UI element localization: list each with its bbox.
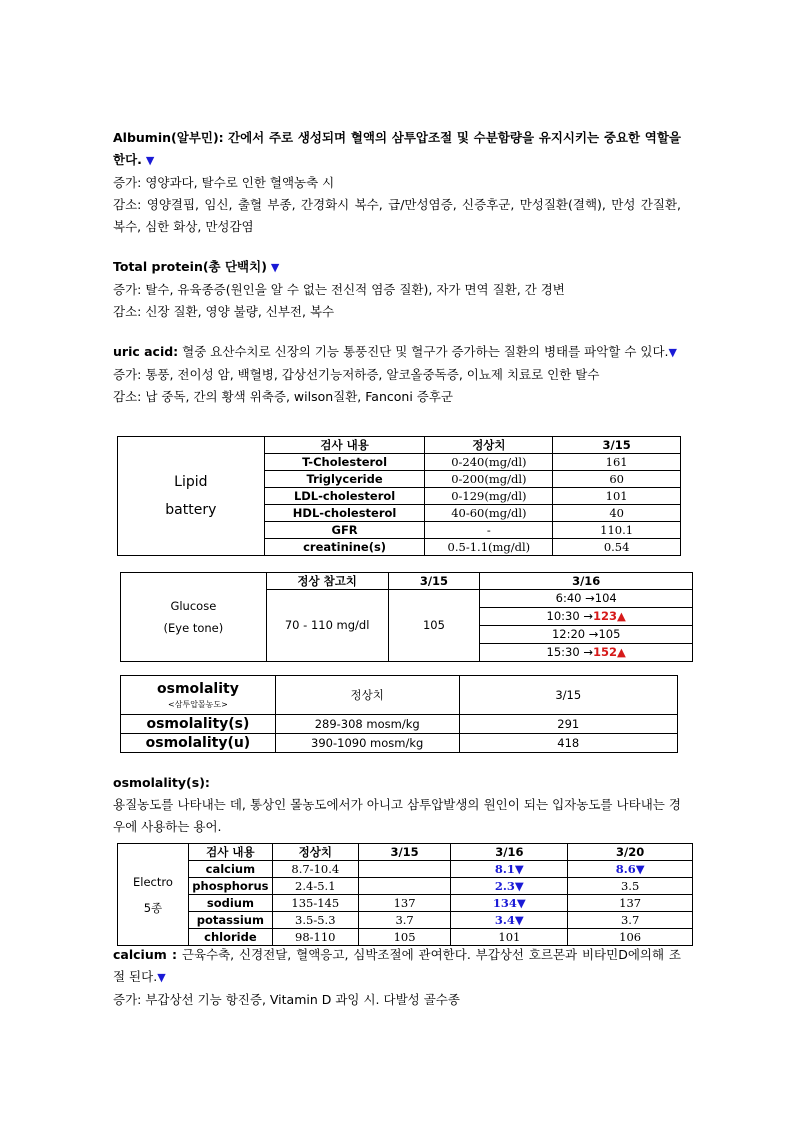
glucose-header: 3/15 [388,573,480,590]
table-row: T-Cholesterol 0-240(mg/dl) 161 [118,454,681,471]
osmo-table [120,675,678,753]
glucose-normal: 70 - 110 mg/dl [266,590,388,662]
down-triangle-icon: ▼ [270,261,280,274]
osmo-label: osmolality <삼투압몰농도> [121,676,276,715]
osmo-header: 정상치 [275,676,459,715]
electro-header: 3/16 [451,844,568,861]
uric-section [113,341,681,408]
electro-header: 검사 내용 [188,844,272,861]
osmo-header: 3/15 [459,676,678,715]
electro-label: Electro 5종 [118,844,189,946]
glucose-315: 105 [388,590,480,662]
electro-header: 3/15 [358,844,451,861]
uric-increase: 증가: 통풍, 전이성 암, 백혈병, 갑상선기능저하증, 알코올중독증, 이뇨제 치료로 인한 탈수 [113,367,600,382]
table-row: HDL-cholesterol 40-60(mg/dl) 40 [118,505,681,522]
up-triangle-icon: ▲ [616,609,626,623]
table-row: GFR - 110.1 [118,522,681,539]
electro-header: 3/20 [568,844,693,861]
glucose-label: Glucose (Eye tone) [121,573,267,662]
albumin-increase: 증가: 영양과다, 탈수로 인한 혈액농축 시 [113,175,335,190]
table-row: sodium 135-145 137 134▼ 137 [118,895,693,912]
glucose-header: 3/16 [480,573,693,590]
calcium-increase: 증가: 부갑상선 기능 항진증, Vitamin D 과잉 시. 다발성 골수종 [113,992,460,1007]
down-triangle-icon: ▼ [668,346,677,359]
albumin-decrease: 감소: 영양결핍, 임신, 출혈 부종, 간경화시 복수, 급/만성염증, 신증후군, 만성질환(결핵), 만성 간질환, 복수, 심한 화상, 만성감염 [113,197,681,234]
protein-section [113,256,681,323]
uric-decrease: 감소: 납 중독, 간의 황색 위축증, wilson질환, Fanconi 증후군 [113,389,453,404]
lipid-table [117,436,681,556]
lipid-label: Lipid battery [118,437,265,556]
protein-title: Total protein(총 단백치) [113,259,267,274]
calcium-section [113,944,681,1011]
uric-desc: uric acid: 혈중 요산수치로 신장의 기능 통풍진단 및 혈구가 증가하는 질환의 병태를 파악할 수 있다.▼ [113,344,677,359]
glucose-header: 정상 참고치 [266,573,388,590]
table-row: LDL-cholesterol 0-129(mg/dl) 101 [118,488,681,505]
calcium-desc: calcium : 근육수축, 신경전달, 혈액응고, 심박조절에 관여한다. 부갑상선 호르몬과 비타민D에의해 조절 된다.▼ [113,947,681,984]
osmo-def-section [113,772,681,838]
table-row: osmolality(u) 390-1090 mosm/kg 418 [121,734,678,753]
osmo-def-text: 용질농도를 나타내는 데, 통상인 몰농도에서가 아니고 삼투압발생의 원인이 되는 입자농도를 나타내는 경우에 사용하는 용어. [113,797,681,834]
down-triangle-icon: ▼ [145,154,155,167]
protein-decrease: 감소: 신장 질환, 영양 불량, 신부전, 복수 [113,304,335,319]
up-triangle-icon: ▲ [616,645,626,659]
table-row: calcium 8.7-10.4 8.1▼ 8.6▼ [118,861,693,878]
glucose-reading: 12:20 →105 [480,626,693,644]
glucose-reading: 6:40 →104 [480,590,693,608]
electro-header: 정상치 [272,844,358,861]
table-row: osmolality(s) 289-308 mosm/kg 291 [121,715,678,734]
table-row: chloride 98-110 105 101 106 [118,929,693,946]
table-row: Triglyceride 0-200(mg/dl) 60 [118,471,681,488]
calcium-title: calcium : [113,947,177,962]
glucose-reading: 15:30 →152▲ [480,644,693,662]
electro-table [117,843,693,946]
albumin-title: Albumin(알부민): [113,130,224,145]
down-triangle-icon: ▼ [157,971,166,984]
osmo-def-title: osmolality(s): [113,775,210,790]
glucose-table [120,572,693,662]
table-row: phosphorus 2.4-5.1 2.3▼ 3.5 [118,878,693,895]
table-row: potassium 3.5-5.3 3.7 3.4▼ 3.7 [118,912,693,929]
table-row: creatinine(s) 0.5-1.1(mg/dl) 0.54 [118,539,681,556]
albumin-section [113,127,681,238]
uric-title: uric acid: [113,344,179,359]
lipid-header: 정상치 [425,437,553,454]
lipid-header: 3/15 [553,437,681,454]
lipid-header: 검사 내용 [264,437,425,454]
glucose-reading: 10:30 →123▲ [480,608,693,626]
protein-increase: 증가: 탈수, 유육종증(원인을 알 수 없는 전신적 염증 질환), 자가 면역 질환, 간 경변 [113,282,565,297]
albumin-desc: Albumin(알부민): 간에서 주로 생성되며 혈액의 삼투압조절 및 수분함량을 유지시키는 중요한 역할을 한다. ▼ [113,130,681,167]
